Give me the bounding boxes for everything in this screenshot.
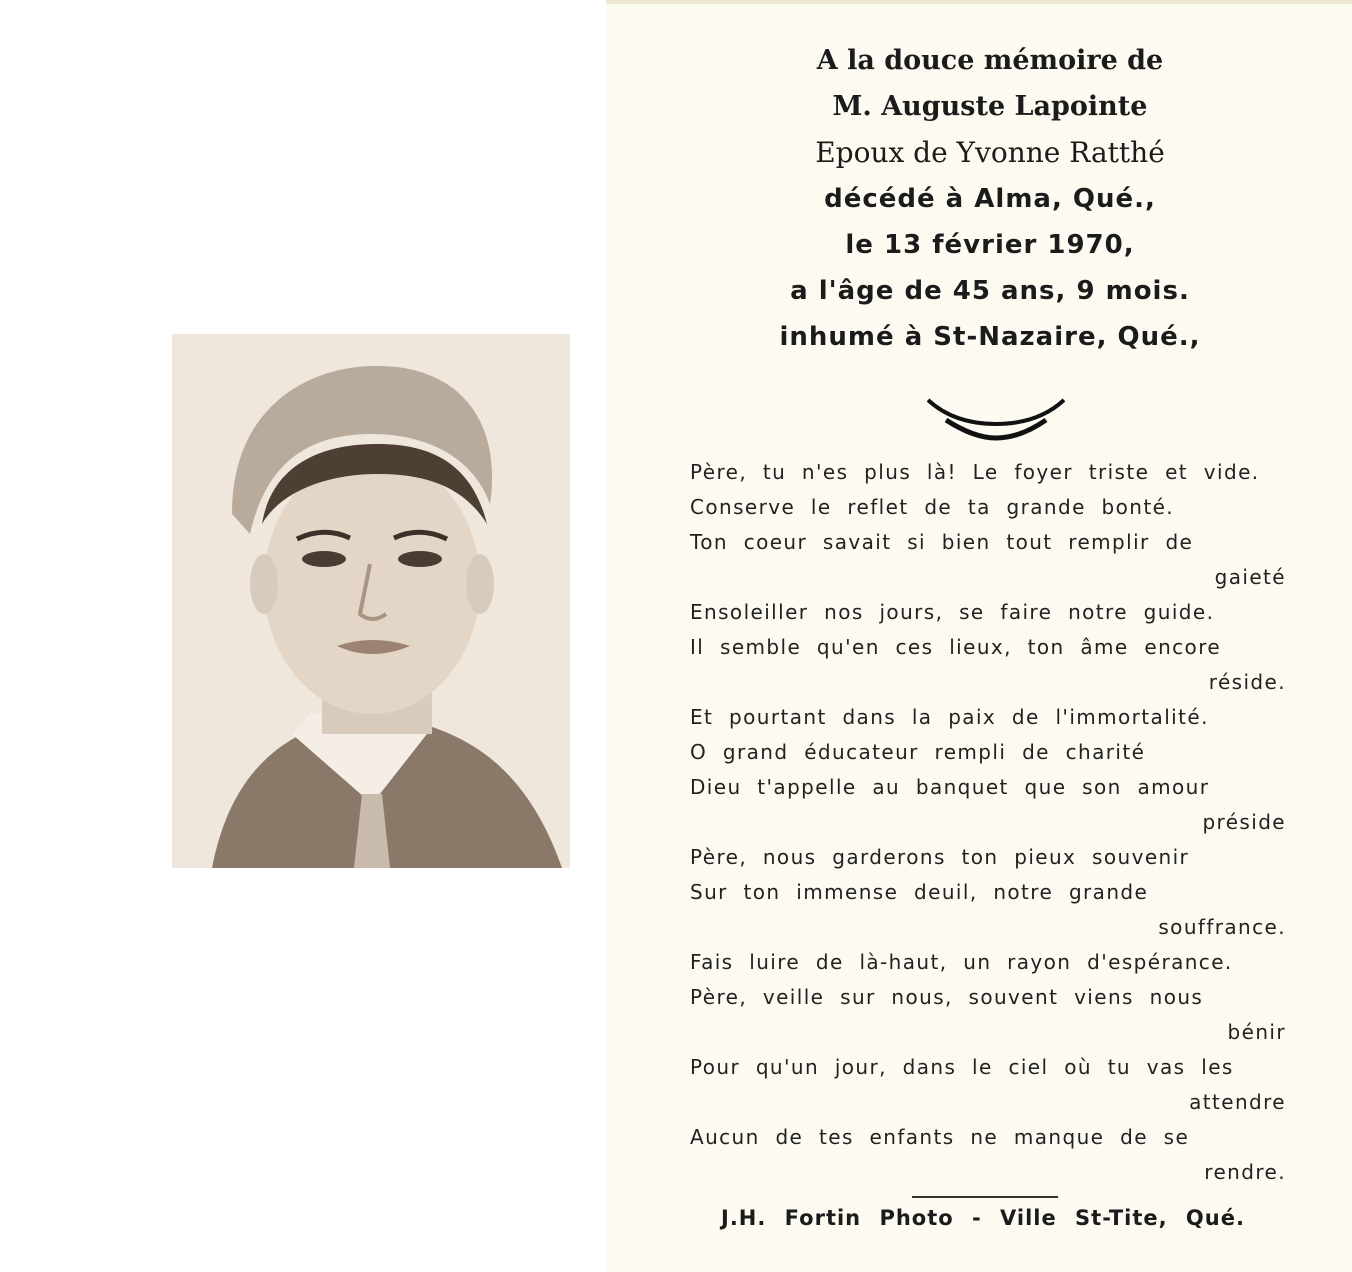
poem-line: Ensoleiller nos jours, se faire notre guide. [690, 600, 1215, 624]
portrait-photo [172, 334, 570, 868]
memorial-poem [690, 455, 1286, 1190]
poem-line: attendre [1189, 1090, 1286, 1114]
poem-line: O grand éducateur rempli de charité [690, 740, 1146, 764]
poem-line: Dieu t'appelle au banquet que son amour [690, 775, 1210, 799]
heading-line-age: a l'âge de 45 ans, 9 mois. [790, 276, 1190, 306]
heading-line-burial: inhumé à St-Nazaire, Qué., [779, 322, 1201, 352]
heading-line-death-date: le 13 février 1970, [845, 230, 1135, 260]
poem-line: bénir [1227, 1020, 1286, 1044]
heading-line-name: M. Auguste Lapointe [832, 91, 1148, 122]
poem-line: Sur ton immense deuil, notre grande [690, 880, 1149, 904]
poem-line: réside. [1208, 670, 1286, 694]
poem-line: Pour qu'un jour, dans le ciel où tu vas les [690, 1055, 1234, 1079]
heading-line-dedication: A la douce mémoire de [816, 45, 1164, 76]
poem-line: Conserve le reflet de ta grande bonté. [690, 495, 1175, 519]
poem-line: rendre. [1204, 1160, 1286, 1184]
poem-line: souffrance. [1158, 915, 1286, 939]
poem-line: Père, tu n'es plus là! Le foyer triste et vide. [690, 460, 1260, 484]
heading-line-death-place: décédé à Alma, Qué., [824, 184, 1156, 214]
poem-line: Ton coeur savait si bien tout remplir de [690, 530, 1194, 554]
footer-divider [912, 1196, 1058, 1198]
memorial-heading [700, 38, 1280, 360]
heading-line-spouse: Epoux de Yvonne Ratthé [815, 136, 1165, 169]
poem-line: Aucun de tes enfants ne manque de se [690, 1125, 1190, 1149]
poem-line: préside [1202, 810, 1286, 834]
ornament-divider-icon [924, 394, 1068, 444]
photographer-credit: J.H. Fortin Photo - Ville St-Tite, Qué. [721, 1206, 1245, 1230]
poem-line: Père, veille sur nous, souvent viens nous [690, 985, 1204, 1009]
poem-line: Père, nous garderons ton pieux souvenir [690, 845, 1190, 869]
poem-line: Il semble qu'en ces lieux, ton âme encore [690, 635, 1222, 659]
poem-line: gaieté [1214, 565, 1286, 589]
poem-line: Et pourtant dans la paix de l'immortalité. [690, 705, 1209, 729]
poem-line: Fais luire de là-haut, un rayon d'espérance. [690, 950, 1233, 974]
